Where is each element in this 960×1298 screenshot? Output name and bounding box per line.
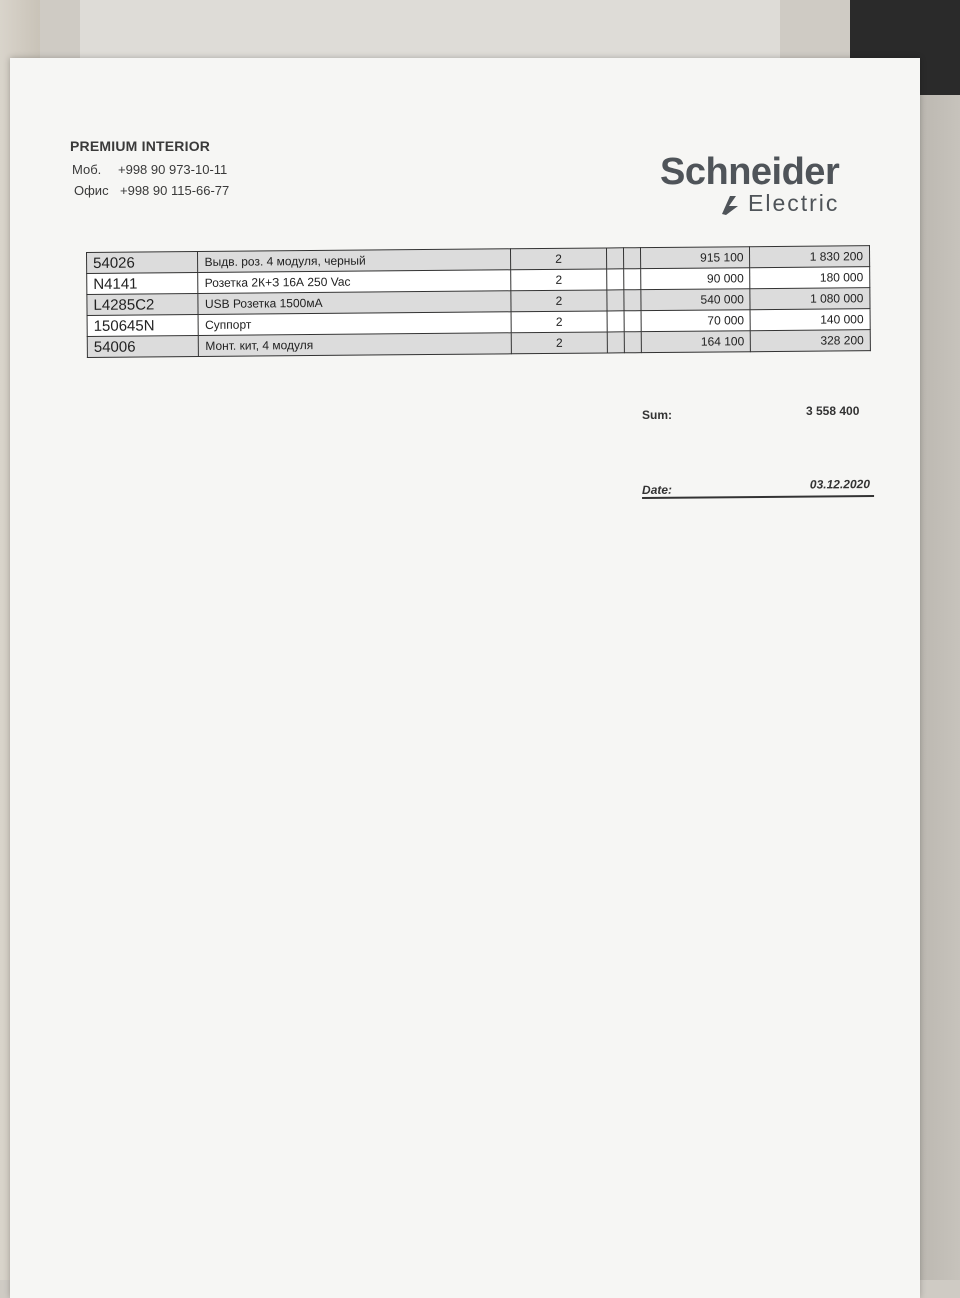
row-total: 140 000	[750, 309, 870, 331]
logo-main-text: Schneider	[660, 151, 840, 193]
contact-office	[74, 183, 229, 198]
invoice-sheet	[10, 58, 920, 1298]
row-description: Розетка 2К+З 16А 250 Vac	[198, 270, 511, 294]
date-line	[642, 479, 874, 499]
row-quantity: 2	[511, 332, 607, 354]
row-price: 90 000	[640, 268, 750, 290]
row-description: Суппорт	[199, 312, 512, 336]
contact-office-label: Офис	[74, 183, 109, 198]
contact-mobile-label: Моб.	[72, 162, 102, 177]
date-value: 03.12.2020	[809, 477, 871, 492]
row-quantity: 2	[511, 290, 607, 312]
row-code: L4285C2	[87, 294, 199, 316]
row-price: 540 000	[640, 289, 750, 311]
row-empty-cell	[606, 248, 623, 269]
row-code: N4141	[87, 273, 199, 295]
contact-office-value: +998 90 115-66-77	[120, 183, 230, 198]
company-name: PREMIUM INTERIOR	[70, 138, 211, 154]
sum-label: Sum:	[642, 408, 672, 422]
row-description: Монт. кит, 4 модуля	[199, 333, 512, 357]
row-empty-cell	[624, 290, 641, 311]
row-empty-cell	[623, 248, 640, 269]
items-table	[86, 245, 871, 358]
row-total: 1 830 200	[750, 246, 870, 268]
row-price: 164 100	[641, 331, 751, 353]
row-total: 180 000	[750, 267, 870, 289]
row-empty-cell	[607, 332, 624, 353]
row-total: 1 080 000	[750, 288, 870, 310]
schneider-electric-logo	[660, 152, 880, 222]
contact-mobile-value: +998 90 973-10-11	[118, 162, 228, 177]
row-quantity: 2	[511, 269, 607, 291]
sum-value: 3 558 400	[806, 404, 860, 418]
row-empty-cell	[623, 269, 640, 290]
row-quantity: 2	[511, 248, 607, 270]
row-code: 54006	[87, 336, 199, 358]
row-description: Выдв. роз. 4 модуля, черный	[198, 249, 511, 273]
contact-mobile	[72, 162, 227, 177]
logo-sub-text: Electric	[748, 190, 840, 216]
row-description: USB Розетка 1500мА	[198, 291, 511, 315]
row-empty-cell	[624, 311, 641, 332]
row-code: 54026	[87, 252, 199, 274]
row-total: 328 200	[751, 330, 871, 352]
row-empty-cell	[607, 290, 624, 311]
row-code: 150645N	[87, 315, 199, 337]
row-quantity: 2	[511, 311, 607, 333]
row-empty-cell	[624, 332, 641, 353]
row-empty-cell	[607, 311, 624, 332]
row-price: 915 100	[640, 247, 750, 269]
row-price: 70 000	[641, 310, 751, 332]
row-empty-cell	[607, 269, 624, 290]
date-label: Date:	[641, 482, 673, 498]
